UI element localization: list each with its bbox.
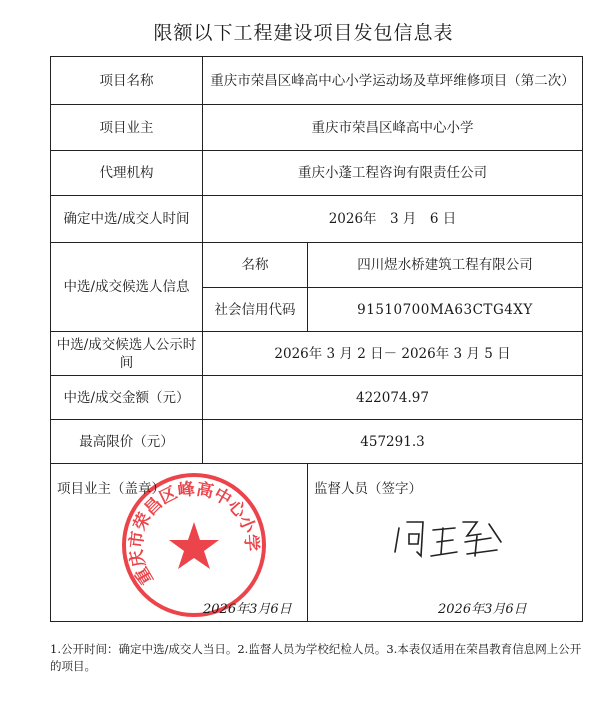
owner-label: 项目业主 (51, 105, 203, 151)
table-row (51, 105, 583, 151)
handwritten-signature (393, 512, 508, 562)
table-row (51, 57, 583, 105)
page-title: 限额以下工程建设项目发包信息表 (153, 22, 454, 44)
supervisor-sign-date: 2026年3月6日 (438, 602, 527, 617)
table-row (51, 243, 583, 288)
candidate-name-label: 名称 (203, 243, 308, 288)
credit-code-label: 社会信用代码 (203, 288, 308, 332)
owner-sign-label: 项目业主（盖章） (57, 481, 165, 497)
max-price-value: 457291.3 (203, 420, 583, 464)
decision-date-label: 确定中选/成交人时间 (51, 196, 203, 243)
agency-label: 代理机构 (51, 151, 203, 196)
agency-value: 重庆小蓬工程咨询有限责任公司 (203, 151, 583, 196)
candidate-name-value: 四川煜水桥建筑工程有限公司 (308, 243, 583, 288)
amount-label: 中选/成交金额（元） (51, 376, 203, 420)
table-row (51, 196, 583, 243)
table-row (51, 151, 583, 196)
table-row (51, 376, 583, 420)
project-name-value: 重庆市荣昌区峰高中心小学运动场及草坪维修项目（第二次） (203, 57, 583, 105)
supervisor-sign-label: 监督人员（签字） (314, 481, 422, 497)
footnote: 1.公开时间：确定中选/成交人当日。2.监督人员为学校纪检人员。3.本表仅适用在荣昌教育信息网上公开的项目。 (50, 642, 582, 673)
amount-value: 422074.97 (203, 376, 583, 420)
supervisor-sign-cell (308, 464, 583, 622)
owner-sign-cell (51, 464, 308, 622)
stamp-text: 重庆市荣昌区峰高中心小学 (126, 479, 262, 588)
owner-value: 重庆市荣昌区峰高中心小学 (203, 105, 583, 151)
decision-date-value: 2026年 3 月 6 日 (203, 196, 583, 243)
publicity-label: 中选/成交候选人公示时间 (51, 332, 203, 376)
table-row (51, 332, 583, 376)
candidate-label: 中选/成交候选人信息 (51, 243, 203, 332)
signature-row (51, 464, 583, 622)
project-name-label: 项目名称 (51, 57, 203, 105)
publicity-value: 2026年 3 月 2 日－ 2026年 3 月 5 日 (203, 332, 583, 376)
max-price-label: 最高限价（元） (51, 420, 203, 464)
info-table (50, 56, 583, 622)
table-row (51, 420, 583, 464)
credit-code-value: 91510700MA63CTG4XY (308, 288, 583, 332)
owner-sign-date: 2026年3月6日 (203, 602, 292, 617)
